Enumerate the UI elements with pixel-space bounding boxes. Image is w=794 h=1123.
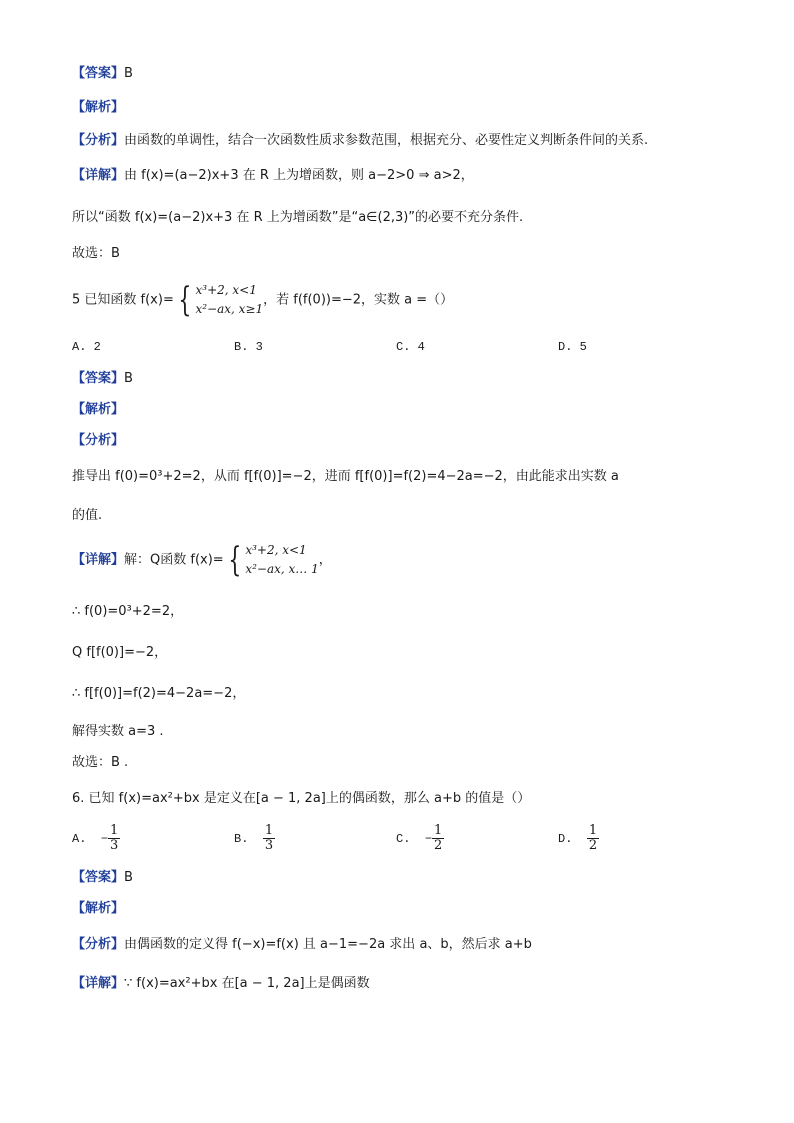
fenxi-tag: 【分析】 xyxy=(72,433,125,448)
choice-line-1 xyxy=(72,244,120,264)
q6-option-b-den: 3 xyxy=(264,838,274,853)
q6-option-a xyxy=(72,824,120,853)
fenxi-heading-5 xyxy=(72,431,124,451)
fenxi-line-1 xyxy=(72,131,648,151)
q6-option-d-frac xyxy=(587,824,599,853)
q6-option-c-den: 2 xyxy=(434,838,443,853)
question-5-stem xyxy=(72,280,453,321)
answer-value: B xyxy=(124,371,133,386)
xiangjie-tag: 【详解】 xyxy=(72,168,125,183)
xiangjie-tag: 【详解】 xyxy=(72,976,125,991)
fenxi-text: 由偶函数的定义得 f(−x)=f(x) 且 a−1=−2a 求出 a、b，然后求 a+b xyxy=(124,937,532,952)
step-1: ∴ f(0)=0³+2=2， xyxy=(72,604,184,619)
q6-option-a-den: 3 xyxy=(110,838,119,853)
fenxi-text: 由函数的单调性，结合一次函数性质求参数范围，根据充分、必要性定义判断条件间的关系. xyxy=(124,133,649,148)
q6-option-c-frac xyxy=(432,824,444,853)
xiangjie-line-5 xyxy=(72,540,332,581)
analysis-heading-6 xyxy=(72,899,124,919)
fenxi-tag: 【分析】 xyxy=(72,937,125,952)
q5-detail-case-1: x³+2, x<1 xyxy=(245,542,307,557)
step-3: ∴ f[f(0)]=f(2)=4−2a=−2， xyxy=(72,686,246,701)
answer-tag: 【答案】 xyxy=(72,371,125,386)
q6-option-d-den: 2 xyxy=(588,838,598,853)
answer-line-6 xyxy=(72,868,133,888)
q5-detail-brace: { xyxy=(228,539,241,580)
q6-option-a-sign: − xyxy=(100,831,109,846)
q6-option-a-label: A. xyxy=(72,831,87,846)
q6-option-d-label: D. xyxy=(558,831,573,846)
answer-line-1 xyxy=(72,64,133,84)
q5-cases xyxy=(195,281,263,319)
step-4: 解得实数 a=3 . xyxy=(72,724,164,739)
q5-case-1: x³+2, x<1 xyxy=(195,282,257,297)
analysis-tag: 【解析】 xyxy=(72,901,125,916)
q6-option-b xyxy=(234,824,275,853)
q6-option-c xyxy=(396,824,444,853)
xiangjie-tag: 【详解】 xyxy=(72,552,125,568)
q6-option-b-num: 1 xyxy=(264,823,274,838)
q5-brace: { xyxy=(178,279,192,320)
q5-detail-case-2: x²−ax, x… 1 xyxy=(245,561,319,576)
q5-option-b: B. 3 xyxy=(234,340,263,354)
q6-option-d-num: 1 xyxy=(588,823,598,838)
xiangjie-pre: 解：Q函数 f(x)= xyxy=(124,552,224,568)
q6-option-b-frac xyxy=(263,824,275,853)
analysis-tag: 【解析】 xyxy=(72,402,125,417)
derive-end-text: 的值. xyxy=(72,508,103,523)
q6-option-c-label: C. xyxy=(396,831,411,846)
answer-tag: 【答案】 xyxy=(72,870,125,885)
answer-line-5 xyxy=(72,369,133,389)
xiangjie-post: ， xyxy=(318,552,332,568)
q5-stem-post: ，若 f(f(0))=−2，实数 a =（） xyxy=(263,292,454,308)
q5-option-d: D. 5 xyxy=(558,340,587,354)
choice-text: 故选：B xyxy=(72,246,120,261)
q6-option-a-frac xyxy=(108,824,120,853)
analysis-heading-1 xyxy=(72,98,124,118)
answer-value: B xyxy=(124,66,133,81)
derive-end-line-5 xyxy=(72,506,102,526)
analysis-tag: 【解析】 xyxy=(72,100,125,115)
conclusion-text: 所以“函数 f(x)=(a−2)x+3 在 R 上为增函数”是“a∈(2,3)”的必要不充分条件. xyxy=(72,210,524,225)
answer-tag: 【答案】 xyxy=(72,66,125,81)
q6-option-c-num: 1 xyxy=(434,823,443,838)
q5-stem-pre: 5 已知函数 f(x)= xyxy=(72,292,174,308)
q5-case-2: x²−ax, x≥1 xyxy=(195,301,264,316)
q6-option-b-label: B. xyxy=(234,831,249,846)
derive-line-5 xyxy=(72,467,619,487)
q5-detail-piecewise xyxy=(224,540,319,580)
q6-option-c-sign: − xyxy=(424,831,433,846)
answer-value: B xyxy=(124,870,133,885)
q5-piecewise xyxy=(174,280,263,320)
q5-option-a: A. 2 xyxy=(72,340,101,354)
fenxi-tag: 【分析】 xyxy=(72,133,125,148)
step-2: Q f[f(0)]=−2， xyxy=(72,645,168,660)
q5-detail-cases xyxy=(245,541,318,579)
xiangjie-line-6 xyxy=(72,974,370,994)
conclusion-line-1 xyxy=(72,208,523,228)
xiangjie-text: 由 f(x)=(a−2)x+3 在 R 上为增函数，则 a−2>0 ⇒ a>2， xyxy=(124,168,474,183)
xiangjie-text: ∵ f(x)=ax²+bx 在[a − 1, 2a]上是偶函数 xyxy=(124,976,370,991)
question-6-stem: 6. 已知 f(x)=ax²+bx 是定义在[a − 1, 2a]上的偶函数，那么 a+b 的值是（） xyxy=(72,791,531,806)
fenxi-line-6 xyxy=(72,935,532,955)
q6-option-a-num: 1 xyxy=(110,823,119,838)
q5-option-c: C. 4 xyxy=(396,340,425,354)
analysis-heading-5 xyxy=(72,400,124,420)
derive-text: 推导出 f(0)=0³+2=2，从而 f[f(0)]=−2，进而 f[f(0)]=f(2)=4−2a=−2，由此能求出实数 a xyxy=(72,469,619,484)
q6-option-d xyxy=(558,824,599,853)
choice-line-5: 故选：B . xyxy=(72,755,129,770)
xiangjie-line-1 xyxy=(72,166,474,186)
